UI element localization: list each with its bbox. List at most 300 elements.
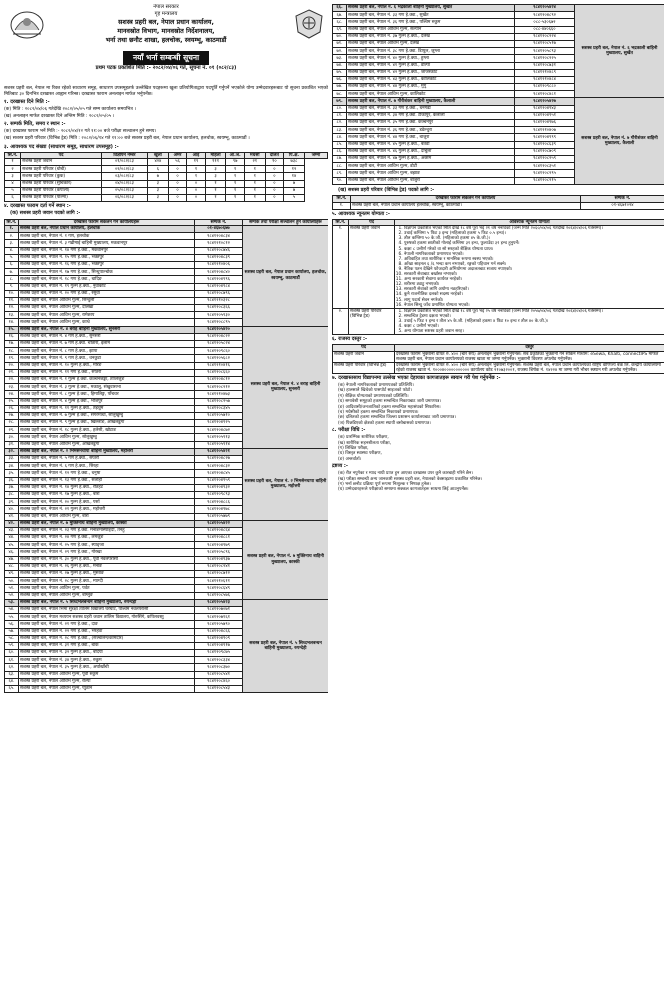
table-cell: ५ (5, 187, 21, 194)
office-name: सशस्त्र प्रहरी बल, नेपाल नं. २८ गण हे.क्वा., (सञ्चालन/कामदार) (19, 635, 195, 642)
office-phone: ९८४१२०८२२४ (515, 33, 575, 40)
office-phone: ९८४१२०८५४१ (195, 671, 243, 678)
office-name: सशस्त्र प्रहरी बल, नेपाल आधिभ गुल्म, बाजुरा (347, 177, 515, 184)
office-phone: ९८४१२०८६६० (195, 369, 243, 376)
table-cell: ५६ (168, 158, 186, 165)
office-phone: ९८४१२०५६८२ (195, 355, 243, 362)
office-name: सशस्त्र प्रहरी बल, नेपाल नं. ४७ गुल्म हे.क्वा., अछाम (347, 155, 515, 162)
office-serial: ४४. (5, 535, 19, 542)
left-column (4, 4, 328, 998)
table-row (5, 448, 329, 455)
table-row (5, 226, 329, 233)
office-name: सशस्त्र प्रहरी बल, नेपाल नं. ११ गण हे.क्वा., सप्तरी (19, 369, 195, 376)
offices-table (4, 219, 328, 694)
office-serial: ८४. (333, 134, 347, 141)
table-cell: १ (5, 158, 21, 165)
office-phone: ९८४१२०४९१७ (195, 642, 243, 649)
office-name: सशस्त्र प्रहरी बल, नेपाल नं. ७ गण हे.क्वा. चौतारा, इलाम (19, 341, 195, 348)
table-cell: ७ (284, 187, 305, 194)
table-cell: १२ (284, 166, 305, 173)
office-phone: ९८४१२१०४८९ (515, 69, 575, 76)
table-cell: सशस्त्र प्रहरी जवान (21, 158, 102, 165)
office-name: सशस्त्र प्रहरी बल, नेपाल नं. ४१ गुल्म हे.क्वा., डोल्पा (347, 62, 515, 69)
office-phone: ९८४१२०५७१० (195, 412, 243, 419)
table-cell: सशस्त्र प्रहरी परिवार (धोबी) (21, 166, 102, 173)
office-name: सशस्त्र प्रहरी बल, नेपाल नं. ८ गण हे.क्वा., झापा (19, 348, 195, 355)
office-serial: ५. (5, 254, 19, 261)
table-cell: ३ (148, 187, 169, 194)
table-cell: ० (187, 180, 205, 187)
office-phone: ९८४१२१०४७३ (195, 391, 243, 398)
office-phone: ९८४१२०८३६६ (195, 305, 243, 312)
office-serial: ६२. (5, 664, 19, 671)
table-cell: १ (187, 166, 205, 173)
table-header-cell: सम्पर्क नं. (195, 219, 243, 225)
table-cell: १ (226, 166, 244, 173)
office-name: सशस्त्र प्रहरी बल, नेपाल आधिभ गुल्म, बाग्लुङ (19, 592, 195, 599)
fee-text: दरखास्त फाराम भुक्तानी वापत रु. ४०० (चार सय) अनलाइन भुक्तानी गर्नुपर्नेछ। सशस्त्र प्रहरी बल, नेपाल प्रधान कार्यालयको राष्ट्रिय वाणिज्य बैंक लि. केन्द्रीय कार्यालयमा रहेको राजस्व खाता नं. १०००४००००००००००० कार्यालय कोड २१०७३२००१, राजस्व शिर्षक नं. १४२२४ मा जम्मा गरी भौचर स्क्यान गरी अपलोड गर्नुपर्नेछ। (395, 362, 665, 373)
office-serial: ५९. (5, 642, 19, 649)
office-serial: ९. (5, 283, 19, 290)
office-serial: १२. (5, 305, 19, 312)
office-phone: ९८४१२०९८७५ (195, 650, 243, 657)
office-phone: ९८४१२०८७०९ (515, 148, 575, 155)
office-serial: ८३. (333, 127, 347, 134)
office-serial: ३. (5, 240, 19, 247)
table-cell: ६ (5, 194, 21, 201)
table-header-cell: अमर (168, 152, 186, 158)
table-cell: सशस्त्र प्रहरी बल, नेपाल प्रधान कार्यालय हलचोक, स्वयम्भू, काठमाडौं। (351, 202, 581, 209)
office-name: सशस्त्र प्रहरी बल, नेपाल आधिभ गुल्म, सोलुखुम्बु (19, 434, 195, 441)
qualification-item: 1. विज्ञापन प्रकाशित भएको मिति देखि १८ वर्ष पूरा भई २५ वर्ष ननाघेको (जन्म मिति २०५७/०४/०६ गतेदेखि २०६४/०४/०६ गतेसम्म)। (404, 309, 663, 314)
contact-office: सशस्त्र प्रहरी बल, नेपाल नं. ६ भद्रकाली बाहिनी मुख्यालय, सुर्खेत (575, 5, 665, 98)
office-serial: २४. (5, 391, 19, 398)
table-header-cell: दलित (265, 152, 283, 158)
office-name: सशस्त्र प्रहरी बल, नेपाल नं. १८ गुल्म हे.क्वा., हलेसी, खोटाङ (19, 427, 195, 434)
fee-text: दरखास्त फाराम भुक्तानी वापत रु. ४०० (चार सय) अनलाइन भुक्तानी गर्नुपर्नेछ। सबै प्रकृतिका भुक्तानी गर्न सकिने माध्यम: eSewa, Khalti, connectIPS मार्फत सशस्त्र प्रहरी बल, नेपाल प्रधान कार्यालयको राजस्व खाता मा जम्मा गर्नुपर्नेछ। भुक्तानी विवरण अपलोड गर्नुपर्नेछ। (395, 351, 665, 362)
office-line-3: भर्ना तथा छनौट शाखा, हलचोक, स्वयम्भू, काठमाडौं (105, 36, 227, 44)
qualification-item: 4. कक्षा ८ उत्तीर्ण भएको। (404, 324, 663, 329)
documents-list (338, 383, 664, 426)
office-phone: ९८४१२१०४८४ (515, 76, 575, 83)
office-phone: ०१-४६७०६७७ (195, 226, 243, 233)
office-name: सशस्त्र प्रहरी बल, नेपाल नं. १५ गण हे.क्वा., भक्तपुर (19, 254, 195, 261)
office-serial: ५३. (5, 599, 19, 606)
qualification-item: 15. लागु पदार्थ सेवन नगरेको। (404, 298, 663, 303)
office-serial: ८. (5, 276, 19, 283)
gov-line: नेपाल सरकार (153, 4, 179, 10)
office-phone: ९८४१२०४८८१ (195, 535, 243, 542)
table-cell: ० (168, 194, 186, 201)
office-name: सशस्त्र प्रहरी बल, नेपाल नं. ७ गौरीशंकर बाहिनी मुख्यालय, कैलाली (347, 98, 515, 105)
office-name: सशस्त्र प्रहरी बल, नेपाल नं. ५ गण हे.क्वा., सप्तरी (19, 456, 195, 463)
office-serial: २. (5, 233, 19, 240)
office-name: सशस्त्र प्रहरी बल, नेपाल नं. ४ गण हे.क्वा., सुनसरी (19, 333, 195, 340)
office-serial: ३८. (5, 491, 19, 498)
office-name: सशस्त्र प्रहरी बल, नेपाल नं. ३४ गण हे.क्वा. टीकापुर, कैलाली (347, 112, 515, 119)
office-name: सशस्त्र प्रहरी बल, नेपाल नं. १ गण, हलचोक (19, 233, 195, 240)
qualification-item: 3. तौल कम्तिमा ५० के.जी. (महिलाको हकमा ४५ के.जी.)। (404, 236, 663, 241)
table-cell: ५ (284, 194, 305, 201)
office-phone: ९८४१२०४८९२ (515, 12, 575, 19)
table-cell: ६ (148, 166, 169, 173)
office-phone: ९८४१२०४८३२ (195, 463, 243, 470)
table-row (333, 202, 665, 209)
office-phone: ९८४१२०४९४३ (515, 105, 575, 112)
office-name: सशस्त्र प्रहरी बल, नेपाल नं. २० गुल्म हे.क्वा., पर्सा (19, 499, 195, 506)
office-name: सशस्त्र प्रहरी बल, नेपाल नं. ४३ गुल्म हे.क्वा., कालिकोट (347, 76, 515, 83)
office-serial: ८६. (333, 148, 347, 155)
qualification-item: 3. उचाई ५ फिट १ इन्च र तौल ४५ के.जी. (महिलाको हकमा ४ फिट १० इन्च र तौल ४० के.जी.)। (404, 319, 663, 324)
office-phone: ९८४१२०५९१३ (195, 434, 243, 441)
table-cell: ४ (5, 180, 21, 187)
table-cell: ७ (284, 180, 305, 187)
office-serial: १३. (5, 312, 19, 319)
office-serial: ४१. (5, 513, 19, 520)
office-name: सशस्त्र प्रहरी बल, नेपाल नं. ४ गुल्म हे.क्वा., भोजपुर (19, 398, 195, 405)
table-cell: १ (244, 194, 265, 201)
office-name: सशस्त्र प्रहरी बल, नेपाल नं. १ गुल्म हे.क्वा. कञ्चनजङ्घा, ताप्लेजुङ (19, 376, 195, 383)
section8-item: (ग) लिखित परीक्षा, (338, 446, 369, 451)
office-line-1: सशस्त्र प्रहरी बल, नेपाल प्रधान कार्यालय, (118, 18, 214, 26)
table-cell: सशस्त्र प्रहरी परिवार (कपाली) (21, 187, 102, 194)
table-cell: ४२४ (148, 158, 169, 165)
office-serial: ६५. (5, 686, 19, 693)
table-cell: १ (226, 194, 244, 201)
fee-table (332, 344, 664, 374)
table-cell: ७ (148, 173, 169, 180)
office-serial: ३५. (5, 470, 19, 477)
office-phone: ९८४१२०८३४५ (195, 405, 243, 412)
table-cell: ०५/०८२/८३ (101, 187, 147, 194)
table-cell: ० (168, 180, 186, 187)
section1-line: (क) मिति : २०८२/०४/०६ गतेदेखि २०८२/०५/०५ गते सम्म कार्यालय समयभित्र । (4, 107, 137, 113)
office-name: सशस्त्र प्रहरी बल, नेपाल नं. ९ गुल्म हे.क्वा., खिल्लाङ, ओखलढुंगा (19, 420, 195, 427)
table-header-cell: आइ (187, 152, 205, 158)
office-phone: ९८४१२०५४२७ (515, 98, 575, 105)
office-name: सशस्त्र प्रहरी बल, नेपाल नं. २१ गण हे.क्वा., दाङ (19, 621, 195, 628)
office-phone: ९८४१२०४८४० (195, 269, 243, 276)
apf-logo-icon (294, 8, 324, 40)
table-cell: १ (226, 180, 244, 187)
office-phone: ९८४१२१०४१६ (195, 362, 243, 369)
office-phone: ९८४१२०८७९६ (195, 290, 243, 297)
section7-item: (ग) शैक्षिक योग्यताको प्रमाणपत्रको प्रतिलिपि। (338, 393, 409, 399)
table-header-cell: आवश्यक न्यूनतम योग्यता (395, 219, 665, 225)
office-name: सशस्त्र प्रहरी बल, नेपाल नं. ५ सिध्दभलबन्धन बाहिनी मुख्यालय, रुपन्देही (19, 599, 195, 606)
office-name: सशस्त्र प्रहरी बल, नेपाल नं. १४ गुल्म हे.क्वा., रौतहट (19, 484, 195, 491)
table-cell: ०६/०८२/८३ (101, 194, 147, 201)
section7-item: (ज) पिछडिएको क्षेत्रको हकमा स्थायी बसोबासको प्रमाणपत्र। (338, 420, 431, 426)
right-column (332, 4, 664, 998)
office-serial: ६०. (5, 650, 19, 657)
table-cell: २१ (244, 158, 265, 165)
section-6-title: ६. राजस्व दस्तुर :- (332, 336, 368, 343)
office-serial: ५२. (5, 592, 19, 599)
office-serial: १८. (5, 348, 19, 355)
office-phone: ९८४१२०४८८६ (195, 499, 243, 506)
qualification-serial: २. (333, 308, 349, 334)
office-phone: ९८४१२०४९५९ (195, 477, 243, 484)
office-phone: ०८८-४४०६६० (515, 26, 575, 33)
qualification-item: 8. आँखा साइनल ६ /६ भन्दा कम नभएको, रङ्गको पहिचान गर्न सक्ने। (404, 262, 663, 267)
qualification-table (332, 219, 664, 335)
office-phone: ९८४१२०८३७० (195, 664, 243, 671)
office-serial: ६१. (5, 657, 19, 664)
office-phone: ९८४१२०४९५१ (515, 112, 575, 119)
office-name: सशस्त्र प्रहरी बल, नेपाल नं. १४ गण हे.क्वा., मकवानपुर (19, 247, 195, 254)
office-serial: ६४. (5, 678, 19, 685)
office-name: सशस्त्र प्रहरी बल, नेपाल नं. २२ गण हे.क्वा., भैरहवा (19, 628, 195, 635)
office-phone: ९८४१२०५८९३ (515, 48, 575, 55)
footnote-item: (ख) परीक्षा सम्बन्धी अन्य जानकारी सशस्त्र प्रहरी बल, नेपालको वेबसाइटमा प्रकाशित गरिनेछ। (338, 476, 483, 482)
office-phone: ९८४१२०७०७१ (195, 606, 243, 613)
table-cell: १ (226, 173, 244, 180)
qualification-items (395, 226, 665, 309)
office-name: सशस्त्र प्रहरी बल, नेपाल आधिभ गुल्म, दोलखा (19, 305, 195, 312)
section-3-title: ३. आवश्यक पद संख्या (साधारण समूह, साधारण उपसमूह) :- (4, 143, 119, 150)
office-name: सशस्त्र प्रहरी बल, नेपाल नं. ६ भद्रकाली बाहिनी मुख्यालय, सुर्खेत (347, 5, 515, 12)
table-cell: ०१-४६७१०२४ (581, 202, 665, 209)
table-cell: ० (265, 187, 283, 194)
office-phone: ९८४१२०८२१५ (515, 177, 575, 184)
office-name: सशस्त्र प्रहरी बल, नेपाल नं. ३२ गुल्म हे.क्वा., बर्दिया (19, 650, 195, 657)
office-serial: ५१. (5, 585, 19, 592)
table-cell: ३ (148, 194, 169, 201)
office-name: सशस्त्र प्रहरी बल, नेपाल नं. ३ गुल्म हे.क्वा., मकालु, संखुवासभा (19, 384, 195, 391)
office-phone: ९८४१२०८७४६ (195, 247, 243, 254)
qualification-item: 10. सरकारी सेवाबाट बर्खास्त नभएको। (404, 272, 663, 277)
office-serial: ७२. (333, 48, 347, 55)
qualification-post: सशस्त्र प्रहरी परिवार (विभिन्न ट्रेड) (349, 308, 395, 334)
office-serial: ८९. (333, 170, 347, 177)
office-serial: ७. (5, 269, 19, 276)
section-4-sub: (क) सशस्त्र प्रहरी जवान पदको लागि :- (10, 211, 81, 217)
office-phone: ९८४१२१०६११ (195, 578, 243, 585)
table-cell: ०४/०८२/८३ (101, 180, 147, 187)
office-serial: ९०. (333, 177, 347, 184)
fee-row (333, 351, 665, 362)
office-serial: ४५. (5, 542, 19, 549)
contact-office: सशस्त्र प्रहरी बल, नेपाल नं. ५ सिध्दभलबन्धन बाहिनी मुख्यालय, रुपन्देही (243, 599, 329, 692)
office-phone: ९८४१२०४८१२ (195, 376, 243, 383)
section-2-lines (4, 129, 328, 142)
office-phone: ९८४१२१०४०६ (195, 261, 243, 268)
table-header-cell: सि.नं. (5, 219, 19, 225)
office-serial: १०. (5, 290, 19, 297)
office-phone: ९८४१२०४८७२ (195, 427, 243, 434)
office-phone: ०८८-५३०६७२ (515, 19, 575, 26)
office-name: सशस्त्र प्रहरी बल, नेपाल आधिभ गुल्म, बारा (19, 513, 195, 520)
office-serial: १४. (5, 319, 19, 326)
office-name: सशस्त्र प्रहरी बल, नेपाल नं. ४० गुल्म हे.क्वा., हुम्ला (347, 55, 515, 62)
office-serial: २१. (5, 369, 19, 376)
office-name: सशस्त्र प्रहरी बल, नेपाल नं. ३५ गण हे.क्वा. कञ्चनपुर (347, 120, 515, 127)
office-serial: २३. (5, 384, 19, 391)
office-name: सशस्त्र प्रहरी बल, नेपाल आधिभ गुल्म, पर्वत (19, 585, 195, 592)
table-cell: ३ (148, 180, 169, 187)
qualification-item: 5. कक्षा ८ उत्तीर्ण गरेको वा सो सरहको शैक्षिक योग्यता प्राप्त। (404, 247, 663, 252)
office-serial: ४२. (5, 520, 19, 527)
office-name: सशस्त्र प्रहरी बल, नेपाल नं. ३३ गण हे.क्वा., धनगढी (347, 105, 515, 112)
offices-table-continued (332, 4, 664, 185)
section-4b-sub: (ख) सशस्त्र प्रहरी परिवार (विभिन्न ट्रेड) पदको लागि :- (338, 187, 435, 193)
office-serial: ४६. (5, 549, 19, 556)
table-cell: १ (205, 180, 226, 187)
table-header-cell: दस्तुर (395, 345, 665, 351)
office-serial: ८१. (333, 112, 347, 119)
office-name: सशस्त्र प्रहरी बल, नेपाल नं. ८ गुल्म हे.क्वा., हिमालिङ्ग, पाँचथर (19, 391, 195, 398)
office-serial: ११. (5, 297, 19, 304)
office-name: सशस्त्र प्रहरी बल, नेपाल आधिभ गुल्म, सल्यान (347, 26, 515, 33)
table-cell: सशस्त्र प्रहरी परिवार (सुचिकार) (21, 180, 102, 187)
office-serial: ३९. (5, 499, 19, 506)
table-header-cell: खुला (148, 152, 169, 158)
office-name: सशस्त्र प्रहरी बल, नेपाल नं. २० गण हे.क्वा., रसुवा (19, 290, 195, 297)
contact-office: सशस्त्र प्रहरी बल, नेपाल नं. ७ मुक्तिनाथ बाहिनी मुख्यालय, कास्की (243, 520, 329, 599)
office-name: सशस्त्र प्रहरी बल, नेपाल नं. १८ गण हे.क्वा., धादिङ (19, 276, 195, 283)
office-phone: ९८४१२०४९९९ (515, 134, 575, 141)
office-serial: २९. (5, 427, 19, 434)
office-serial: १. (5, 226, 19, 233)
section7-item: (च) मधेसीको हकमा सम्बन्धित निकायको प्रमाणपत्र। (338, 409, 419, 415)
office-name: सशस्त्र प्रहरी बल, नेपाल आधिभ गुल्म, रोल्पा (19, 678, 195, 685)
office-name: सशस्त्र प्रहरी बल, नेपाल नं. ४४ गण हे.क्वा., बाजुरा (347, 134, 515, 141)
office-name: सशस्त्र प्रहरी बल, नेपाल नं. ९ गण हे.क्वा., धनकुटा (19, 355, 195, 362)
office-phone: ९८४१२०४८४५ (195, 470, 243, 477)
office-phone: ९८४१२१०८१२ (195, 240, 243, 247)
office-serial: १६. (5, 333, 19, 340)
office-serial: ८०. (333, 105, 347, 112)
contact-office: सशस्त्र प्रहरी बल, नेपाल नं. ७ गौरीशंकर बाहिनी मुख्यालय, कैलाली (575, 98, 665, 184)
table-cell: १ (205, 187, 226, 194)
office-name: सशस्त्र प्रहरी बल, नेपाल नं. ७ गुल्म हे.क्वा., सगरमाथा, सोलुखुम्बु (19, 412, 195, 419)
office-serial: ६७. (333, 12, 347, 19)
office-name: सशस्त्र प्रहरी बल, नेपाल आधिभ गुल्म, कालिकोट (347, 91, 515, 98)
office-phone: ९८४१२०४९७८ (195, 506, 243, 513)
office-name: सशस्त्र प्रहरी बल, नेपाल नं. १३ गण हे.क्वा., सर्लाही (19, 477, 195, 484)
office-phone: ९८४१२०८५४३ (195, 686, 243, 693)
office-serial: ५६. (5, 621, 19, 628)
table-cell: १ (244, 166, 265, 173)
office-phone: ९८४१२०८२२५ (515, 55, 575, 62)
office-name: सशस्त्र प्रहरी बल, नेपाल नं. २३ गण हे.क्वा. मनाङमार्स्याङ्दी, तनहुँ (19, 527, 195, 534)
table-header-cell: जम्मा (304, 152, 327, 158)
table-cell: ० (187, 187, 205, 194)
section2-line: (क) दरखास्त फाराम भर्ने मिति :- २०८२/०४/१२ गते ११:०० बजे परीक्षा सञ्चालन हुने समय। (4, 129, 157, 135)
office-name: सशस्त्र प्रहरी बल, नेपाल नं. ३३ गण हे.क्वा., सुर्खेत (347, 12, 515, 19)
section-1-lines (4, 107, 328, 120)
table-cell: १ (187, 173, 205, 180)
table-row (5, 180, 328, 187)
section7-item: (घ) समावेशी समूहको हकमा सम्बन्धित निकायबाट जारी प्रमाणपत्र। (338, 399, 442, 405)
section2-line: (ख) सशस्त्र प्रहरी परिवार (विभिन्न ट्रेड) मिति : २०८२/०६/१४ गते ११:०० बजे सशस्त्र प्रहरी बल, नेपाल प्रधान कार्यालय, हलचोक, स्वयम्भू, काठमाडौं । (4, 136, 250, 142)
office-serial: ३६. (5, 477, 19, 484)
office-name: सशस्त्र प्रहरी बल, नेपाल नं. १६ गण हे.क्वा., भक्तपुर (19, 261, 195, 268)
qualification-items (395, 308, 665, 334)
office-serial: ४. (5, 247, 19, 254)
fee-post: सशस्त्र प्रहरी परिवार (विभिन्न ट्रेड) (333, 362, 395, 373)
office-name: सशस्त्र प्रहरी बल, नेपाल नं. ६ गण हे.क्वा., सिरहा (19, 463, 195, 470)
office-name: सशस्त्र प्रहरी बल, नेपाल नं. ४६ गुल्म हे.क्वा., दार्चुला (347, 148, 515, 155)
office-serial: ५४. (5, 606, 19, 613)
office-serial: ७४. (333, 62, 347, 69)
office-name: सशस्त्र प्रहरी बल, नेपाल नं. २६ गुल्म हे.क्वा., मनाङ (19, 563, 195, 570)
office-name: सशस्त्र प्रहरी बल, नेपाल नं. ४२ गुल्म हे.क्वा., जाजरकोट (347, 69, 515, 76)
office-serial: ७८. (333, 91, 347, 98)
office-serial: ८८. (333, 163, 347, 170)
qualification-item: 12. शरीरमा ट्याटु नभएको। (404, 282, 663, 287)
office-phone: ९८४१२०४९०९ (195, 635, 243, 642)
office-phone: ९८४१२०५९१४ (195, 441, 243, 448)
office-name: सशस्त्र प्रहरी बल, नेपाल नं. ११ गुल्म हे.क्वा., तेह्रथुम (19, 405, 195, 412)
section8-item: (ख) शारीरिक सहनशीलता परीक्षा, (338, 440, 391, 446)
nepal-emblem-icon (8, 8, 46, 40)
office-phone: ९८४१२०८४८१ (515, 91, 575, 98)
office-name: सशस्त्र प्रहरी बल, नेपाल नं. ४ बराह बाहिनी मुख्यालय, सुनसरी (19, 326, 195, 333)
office-phone: ९८४१२०४८२२ (195, 333, 243, 340)
section-4-title: ४. दरखास्त फाराम दर्ता गर्ने स्थान :- (4, 203, 71, 210)
table-header-cell: महिला (205, 152, 226, 158)
table-cell: ९७ (226, 158, 244, 165)
table-cell: १ (244, 180, 265, 187)
table-row (5, 187, 328, 194)
qualification-item: 4. पुरुषको हकमा छातीको गोलाई कम्तिमा ३१ इन्च, फुलाउँदा ३२ इन्च हुनुपर्ने। (404, 241, 663, 246)
table-header-cell: सम्पर्क तथा परीक्षा सञ्चालन हुने कार्यालयहरू (243, 219, 329, 225)
office-phone: ९८४१२०४८६४ (195, 527, 243, 534)
office-phone: ९८४१२०५४२४ (515, 5, 575, 12)
table-cell: १९ (187, 158, 205, 165)
office-name: सशस्त्र प्रहरी बल, नेपाल आधिभ गुल्म, डोटी (347, 163, 515, 170)
office-name: सशस्त्र प्रहरी बल, नेपाल भिमा सुरक्षा तालिम विद्यालय घरेघाट, पश्चिम नवलपरासी (19, 606, 195, 613)
table-row (333, 98, 665, 105)
office-serial: ३४. (5, 463, 19, 470)
table-cell: ० (168, 166, 186, 173)
office-name: सशस्त्र प्रहरी बल, नेपाल नं. २४ गण हे.क्वा., लमजुङ (19, 535, 195, 542)
office-phone: ९८४१२०९८९३ (195, 491, 243, 498)
office-serial: २०. (5, 362, 19, 369)
office-phone: ९८४१२०४८३९ (195, 254, 243, 261)
office-phone: ९८४१२०४९२५ (195, 420, 243, 427)
office-phone: ९८४१२०५४२० (195, 326, 243, 333)
office-name: सशस्त्र प्रहरी बल, नेपाल नं. १० गुल्म हे.क्वा., मोरङ (19, 362, 195, 369)
office-phone: ९८४१२०४९७९ (195, 542, 243, 549)
table-row (5, 326, 329, 333)
office-phone: ९८४१२०८५७६ (195, 592, 243, 599)
qualification-item: 7. अविवाहित तथा शारीरिक र मानसिक रूपमा स्वस्थ भएको। (404, 257, 663, 262)
qualification-item: 16. नेपाल सिन्धु जाँच प्रमाणित योग्यता भएको। (404, 303, 663, 308)
section7-item: (क) नेपाली नागरिकताको प्रमाणपत्रको प्रतिलिपि। (338, 382, 414, 388)
qualification-item: 11. अन्य सरकारी सेवामा कार्यरत नरहेको। (404, 277, 663, 282)
office-phone: ९८४१२०४९३२ (195, 484, 243, 491)
table-cell: १ (226, 187, 244, 194)
qualification-item: 2. सम्बन्धित ट्रेडमा दक्षता भएको। (404, 314, 663, 319)
office-serial: ५०. (5, 578, 19, 585)
office-phone: ९८४१२०९८६० (195, 348, 243, 355)
office-name: सशस्त्र प्रहरी बल, नेपाल प्रधान कार्यालय, हलचोक (19, 226, 195, 233)
table-row (5, 194, 328, 201)
office-phone: ९८४१२०५९३० (195, 312, 243, 319)
table-cell: ० (265, 166, 283, 173)
contact-office: सशस्त्र प्रहरी बल, नेपाल नं. ४ बराह बाहिनी मुख्यालय, सुनसरी (243, 326, 329, 448)
table-header-cell: आ.ज. (226, 152, 244, 158)
office-phone: ९८४१२०८६३९ (515, 141, 575, 148)
footnote-title: द्रष्टव्य :- (332, 463, 349, 470)
table-cell: ० (265, 180, 283, 187)
office-phone: ९८४१२०७१६१ (195, 614, 243, 621)
footnote-item: (घ) उम्मेदवारहरूले परीक्षाको समयमा सक्कल कागजातहरू साथमा लिई आउनुपर्नेछ। (338, 487, 469, 493)
office-phone: ९८४१२०८४६० (195, 678, 243, 685)
